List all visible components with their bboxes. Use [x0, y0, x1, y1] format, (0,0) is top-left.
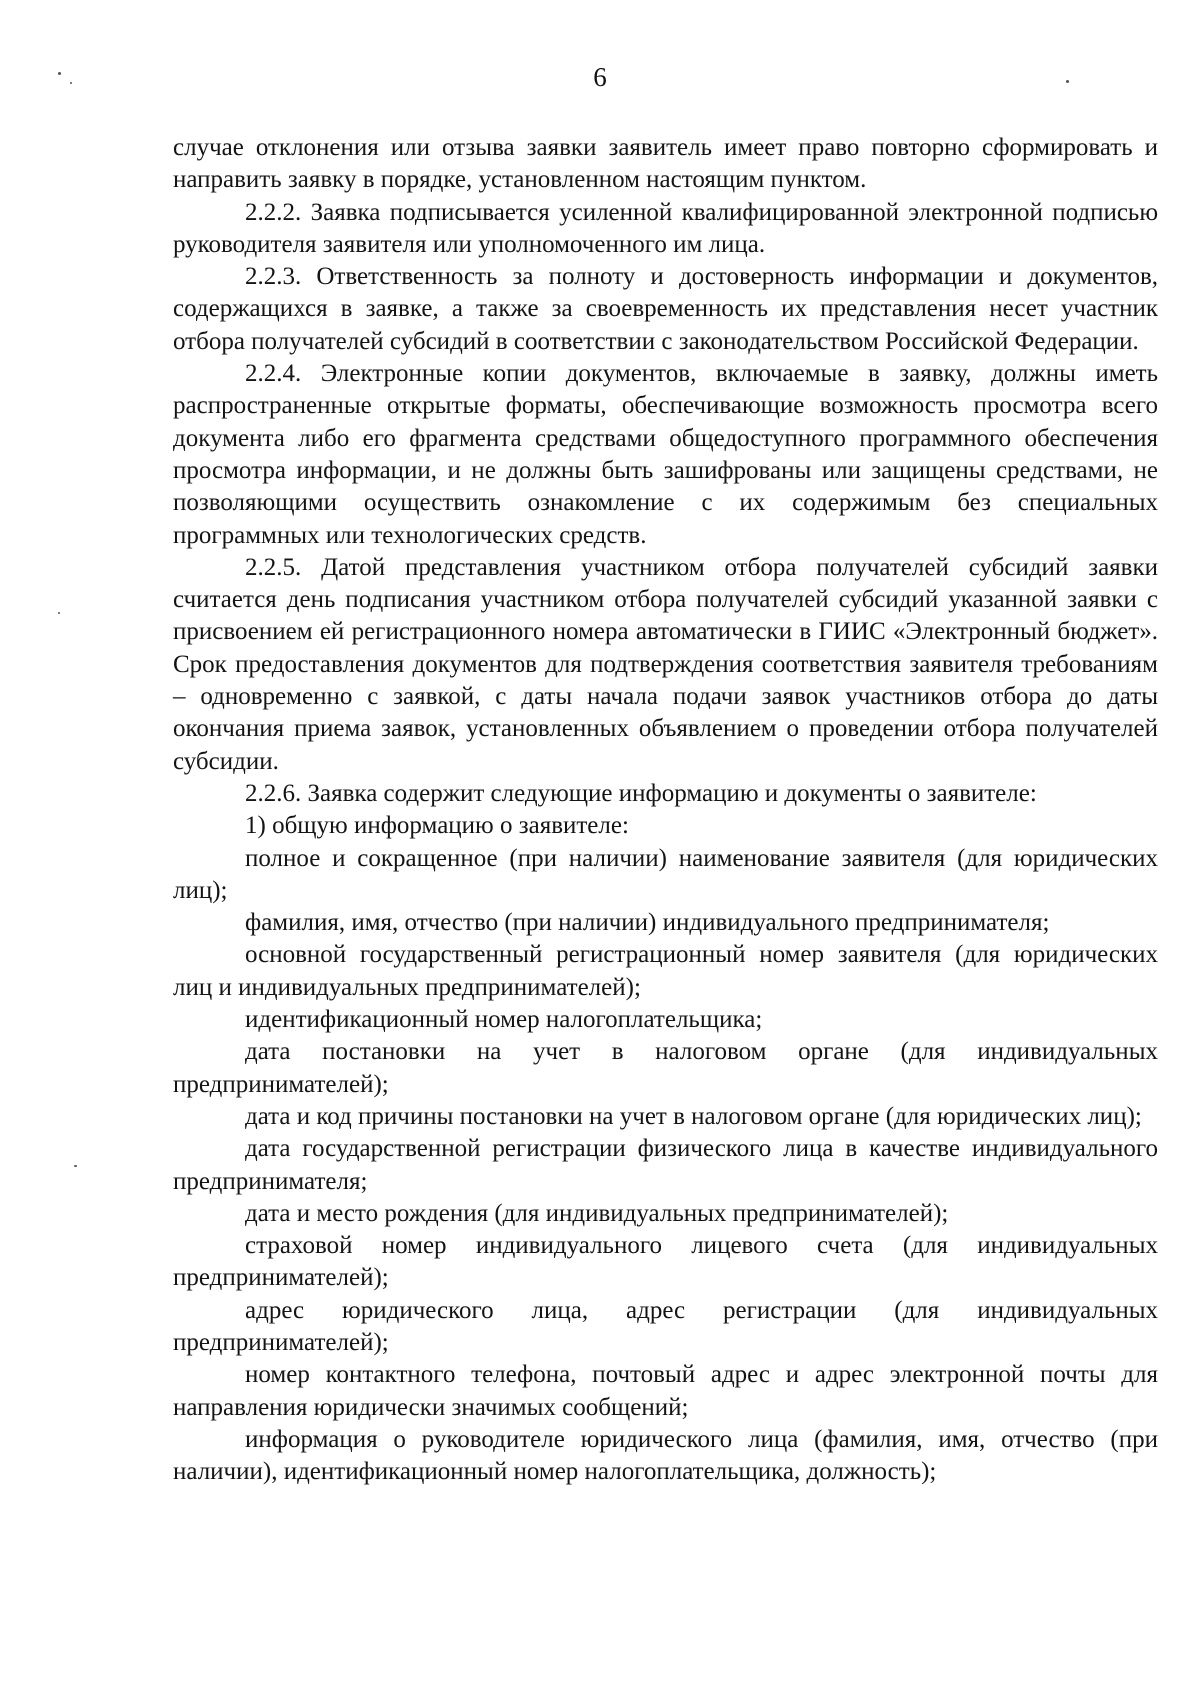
list-subitem: информация о руководителе юридического лица (фамилия, имя, отчество (при наличии), идентификационный номер налогоплательщика, должность);	[173, 1425, 1158, 1486]
list-subitem: фамилия, имя, отчество (при наличии) индивидуального предпринимателя;	[245, 909, 1050, 937]
scan-speck	[74, 1165, 77, 1167]
list-subitem: основной государственный регистрационный номер заявителя (для юридических лиц и индивидуальных предпринимателей);	[173, 941, 1158, 1001]
scan-speck	[58, 612, 60, 614]
list-subitem: полное и сокращенное (при наличии) наименование заявителя (для юридических лиц);	[173, 844, 1158, 904]
page-number: 6	[593, 62, 607, 92]
list-subitem: идентификационный номер налогоплательщика;	[245, 1006, 763, 1034]
list-subitem: дата и код причины постановки на учет в налоговом органе (для юридических лиц);	[245, 1102, 1142, 1130]
paragraph-continuation: случае отклонения или отзыва заявки заявитель имеет право повторно сформировать и направить заявку в порядке, установленном настоящим пунктом.	[173, 134, 1158, 194]
paragraph-2-2-2: 2.2.2. Заявка подписывается усиленной квалифицированной электронной подписью руководителя заявителя или уполномоченного им лица.	[173, 198, 1158, 258]
document-body	[173, 132, 1158, 1488]
list-subitem: дата государственной регистрации физического лица в качестве индивидуального предпринимателя;	[173, 1135, 1158, 1195]
list-subitem: адрес юридического лица, адрес регистрации (для индивидуальных предпринимателей);	[173, 1296, 1158, 1356]
list-subitem: дата постановки на учет в налоговом органе (для индивидуальных предпринимателей);	[173, 1038, 1158, 1098]
paragraph-2-2-3: 2.2.3. Ответственность за полноту и достоверность информации и документов, содержащихся в заявке, а также за своевременность их представления несет участник отбора получателей субсидий в соответствии с законодательством Российской Федерации.	[173, 263, 1158, 355]
paragraph-2-2-5: 2.2.5. Датой представления участником отбора получателей субсидий заявки считается день подписания участником отбора получателей субсидий указанной заявки с присвоением ей регистрационного номера автоматически в ГИИС «Электронный бюджет». Срок предоставления документов для подтверждения соответствия заявителя требованиям – одновременно с заявкой, с даты начала подачи заявок участников отбора до даты окончания приема заявок, установленных объявлением о проведении отбора получателей субсидии.	[173, 553, 1158, 775]
list-subitem: страховой номер индивидуального лицевого счета (для индивидуальных предпринимателей);	[173, 1232, 1158, 1292]
list-item-1: 1) общую информацию о заявителе:	[245, 812, 629, 840]
paragraph-2-2-6: 2.2.6. Заявка содержит следующие информацию и документы о заявителе:	[245, 779, 1037, 807]
list-subitem: дата и место рождения (для индивидуальных предпринимателей);	[245, 1199, 949, 1227]
list-subitem: номер контактного телефона, почтовый адрес и адрес электронной почты для направления юридически значимых сообщений;	[173, 1361, 1158, 1421]
paragraph-2-2-4: 2.2.4. Электронные копии документов, включаемые в заявку, должны иметь распространенные открытые форматы, обеспечивающие возможность просмотра всего документа либо его фрагмента средствами общедоступного программного обеспечения просмотра информации, и не должны быть зашифрованы или защищены средствами, не позволяющими осуществить ознакомление с их содержимым без специальных программных или технологических средств.	[173, 360, 1158, 549]
